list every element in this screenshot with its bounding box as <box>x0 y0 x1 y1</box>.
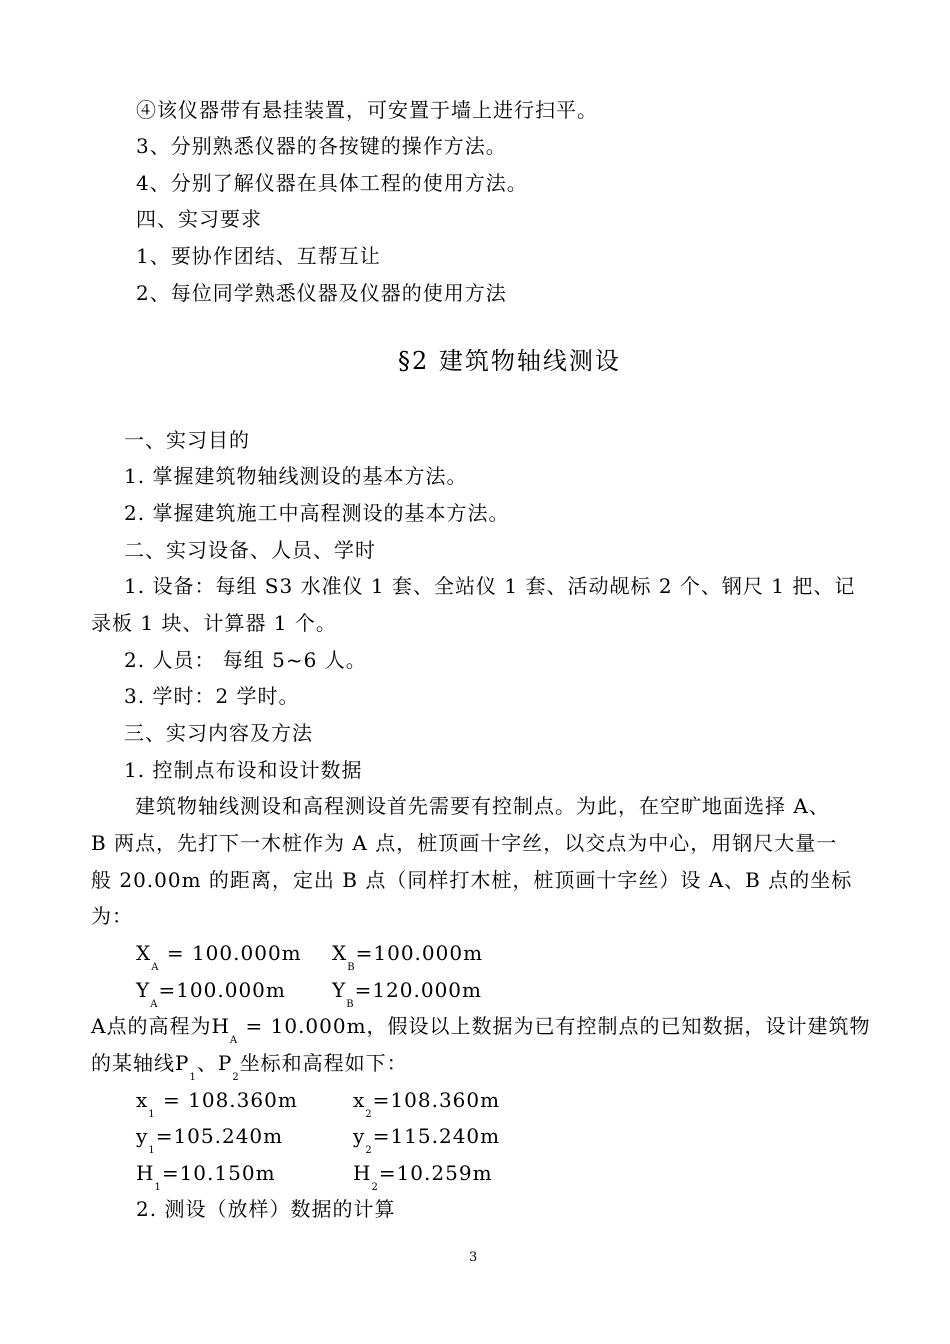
text-line: 1. 控制点布设和设计数据 <box>124 758 363 782</box>
paragraph-line: 为： <box>91 904 133 928</box>
formula-x1: $x_1 = 108.360m$ <box>136 1088 298 1120</box>
paragraph-line: 的某轴线$P_1$、$P_2$坐标和高程如下： <box>91 1051 408 1083</box>
heading-content: 三、实习内容及方法 <box>124 721 313 745</box>
formula-h1: $H_1=10.150m$ <box>136 1161 276 1193</box>
formula-y2: $y_2=115.240m$ <box>353 1124 501 1156</box>
heading-purpose: 一、实习目的 <box>124 428 250 452</box>
formula-x2: $x_2=108.360m$ <box>353 1088 501 1120</box>
text-line: 1. 设备：每组 S3 水准仪 1 套、全站仪 1 套、活动觇标 2 个、钢尺 1 把、记 <box>124 574 856 598</box>
paragraph-line: 建筑物轴线测设和高程测设首先需要有控制点。为此，在空旷地面选择 A、 <box>135 794 830 818</box>
text-line: 1、要协作团结、互帮互让 <box>136 244 381 268</box>
formula-h2: $H_2=10.259m$ <box>353 1161 493 1193</box>
text-line: 录板 1 块、计算器 1 个。 <box>91 611 337 635</box>
text-line: ④该仪器带有悬挂装置，可安置于墙上进行扫平。 <box>136 98 598 122</box>
formula-y1: $y_1=105.240m$ <box>136 1124 284 1156</box>
text-line: 2、每位同学熟悉仪器及仪器的使用方法 <box>136 281 507 305</box>
text-line: 2. 掌握建筑施工中高程测设的基本方法。 <box>124 501 510 525</box>
formula-ya: $Y_A=100.000m$ <box>136 978 286 1010</box>
paragraph-line: A点的高程为$H_A = 10.000m$，假设以上数据为已有控制点的已知数据，设计建筑物 <box>91 1014 871 1046</box>
page-number: 3 <box>469 1250 478 1265</box>
text-line: 3. 学时：2 学时。 <box>124 684 300 708</box>
paragraph-line: B 两点，先打下一木桩作为 A 点，桩顶画十字丝，以交点为中心，用钢尺大量一 <box>91 831 838 855</box>
heading-requirements: 四、实习要求 <box>136 207 262 231</box>
text-line: 2. 人员： 每组 5~6 人。 <box>124 648 367 672</box>
text-line: 1. 掌握建筑物轴线测设的基本方法。 <box>124 464 468 488</box>
text-line: 2. 测设（放样）数据的计算 <box>136 1197 396 1221</box>
paragraph-line: 般 20.00m 的距离，定出 B 点（同样打木桩，桩顶画十字丝）设 A、B 点的坐标 <box>91 868 853 892</box>
formula-xb: $X_B=100.000m$ <box>332 941 484 973</box>
section-title: §2 建筑物轴线测设 <box>398 347 621 375</box>
text-line: 3、分别熟悉仪器的各按键的操作方法。 <box>136 134 507 158</box>
formula-xa: $X_A = 100.000m$ <box>136 941 302 973</box>
text-line: 4、分别了解仪器在具体工程的使用方法。 <box>136 171 528 195</box>
formula-yb: $Y_B=120.000m$ <box>332 978 482 1010</box>
heading-equipment: 二、实习设备、人员、学时 <box>124 538 376 562</box>
